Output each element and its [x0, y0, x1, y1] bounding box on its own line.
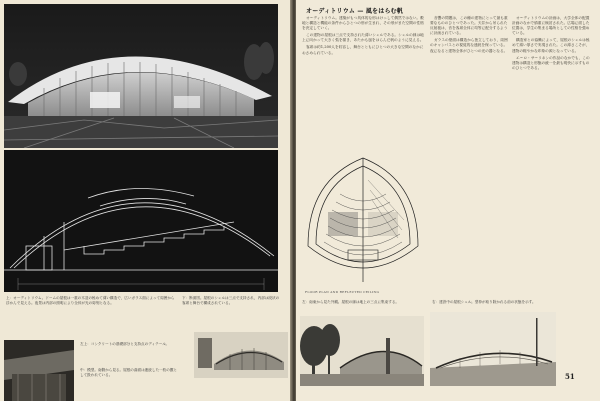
- paragraph: オーディトリウムの計画は，大学全体の配置計画のなかで慎重に検討された。広場に面した位置は，学生の集まる場所としての性格を強めている。: [512, 16, 590, 36]
- page-number: 51: [565, 372, 575, 381]
- plan-label: FLOOR PLAN AND REFLECTED CEILING: [305, 290, 380, 294]
- left-caption-1: 上：オーディトリウム。ドームの屋根は一重の木造の極めて薄い構造で，広いガラス面によって周囲から浮かんで見える。夜景は内部の照明により全体が光の彫刻となる。: [6, 296, 175, 305]
- base-detail-photo: [4, 340, 74, 401]
- paragraph: エーロ・サーリネンの作品のなかでも，この建物は構造と形態の統一を最も明快に示すもののひとつである。: [512, 55, 590, 70]
- paragraph: 客席は約1,200人を収容し，舞台とともにひとつの大きな空間のなかにおさめられている。: [302, 45, 424, 55]
- text-column-3: [512, 16, 592, 73]
- exterior-photo-southeast: [300, 316, 424, 386]
- left-caption-4: 中：模型。南側から見る。屋根の曲面は連続した一枚の膜として扱われている。: [80, 368, 178, 377]
- left-caption-3: 左上：コンクリートの基礎部分と支持点のディテール。: [80, 342, 170, 346]
- model-photo: [194, 332, 288, 378]
- auditorium-night-photo: [4, 4, 278, 148]
- text-column-1: [302, 16, 424, 58]
- text-column-2: [430, 16, 508, 56]
- left-caption-2: 下：断面図。屋根のシェルは三点で支持され，内部は段状の客席と舞台で構成されている。: [182, 296, 280, 305]
- paragraph: オーディトリウム。建築がもつ具体的な形はけっして偶然ではない。敷地と構造と機能の条件からひとつの形が生まれ，その形がまた空間の性格を決定していく。: [302, 16, 424, 31]
- paragraph: 構造家との協働によって，屋根のシェルは極めて薄い厚さで実現された。この薄さこそが，建物の軽やかな印象の源となっている。: [512, 38, 590, 53]
- paragraph: この建物の屋根は三点で支持された薄いシェルである。シェルの縁は地上に向かって大きく弧を描き，あたかも風をはらんだ帆のように見える。: [302, 33, 424, 43]
- auditorium-section-drawing: [4, 150, 278, 292]
- paragraph: ガラスの壁面は構造から独立しており，周囲のキャンパスとの視覚的な連続を保っている。夜になると建物全体がひとつの光の器となる。: [430, 38, 508, 53]
- floor-plan-drawing: [298, 150, 428, 300]
- left-page: [0, 0, 292, 401]
- shell-construction-photo: [430, 312, 556, 386]
- paragraph: 音響の問題は，この種の建物にとって最も重要なもののひとつであった。天井から吊られた反射板は，音を客席全体に均等に配分するように計画されている。: [430, 16, 508, 36]
- right-caption-1: 左：南東から見た外観。屋根の縁は地上の三点に集束する。: [302, 300, 400, 304]
- right-caption-2: 右：建設中の屋根シェル。型枠が取り除かれる前の状態を示す。: [432, 300, 536, 304]
- article-title: オーディトリウム — 風をはらむ帆: [306, 8, 404, 15]
